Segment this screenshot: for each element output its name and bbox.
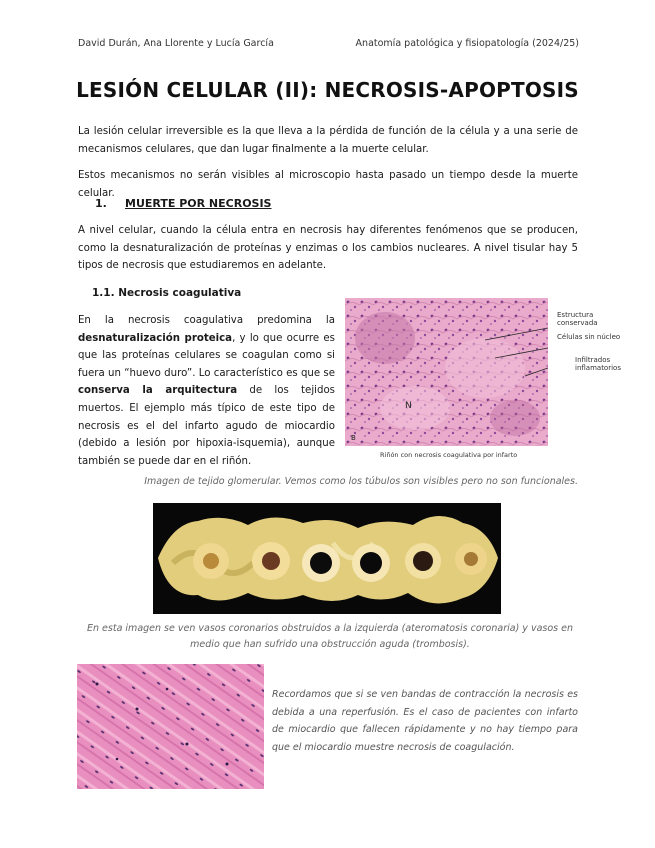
figure-1-small-caption: Riñón con necrosis coagulativa por infarto [380,451,518,459]
histology-marker-b: B [351,434,356,442]
histology-marker-n: N [405,401,412,411]
figure-2-caption: En esta imagen se ven vasos coronarios obstruidos a la izquierda (ateromatosis coronaria) y vasos en medio que han sufrido una obstrucción aguda (trombosis). [87,623,573,650]
section-1-body: A nivel celular, cuando la célula entra en necrosis hay diferentes fenómenos que se producen, como la desnaturalización de proteínas y enzimas o los cambios nucleares. A nivel tisular hay 5 tipos de necrosis que estudiaremos en adelante. [78,225,578,271]
body-text-1: En la necrosis coagulativa predomina la [78,315,335,326]
body-text-2: , y lo que ocurre es que las proteínas celulares se coagulan como si fuera un “huevo duro”. Lo característico es que se [78,332,335,379]
body-bold-2: conserva la arquitectura [78,385,238,397]
figure-3-note: Recordamos que si se ven bandas de contracción la necrosis es debida a una reperfusión. Es el caso de pacientes con infarto de miocardio que fallecen rápidamente y no hay tiempo para que el miocardio muestre necrosis de coagulación. [272,689,578,753]
coronary-vessels-image [153,503,501,614]
label-structure: Estructura conservada [557,311,598,327]
body-text-3: de los tejidos muertos. El ejemplo más típico de este tipo de necrosis es el del infarto agudo de miocardio (debido a lesión por hipoxia-isquemia), aunque también se puede dar en el riñón. [78,385,335,467]
section-1-title: MUERTE POR NECROSIS [125,197,272,210]
body-bold-1: desnaturalización proteica [78,332,233,344]
myocardium-histology-image [77,664,264,789]
section-1-number: 1. [95,197,107,210]
kidney-histology-image [345,298,548,446]
intro-paragraph-2: Estos mecanismos no serán visibles al microscopio hasta pasado un tiempo desde la muerte celular. [78,170,578,199]
figure-1-caption: Imagen de tejido glomerular. Vemos como los túbulos son visibles pero no son funcionales. [144,476,578,487]
label-cells: Células sin núcleo [557,333,621,341]
subsection-heading: 1.1. Necrosis coagulativa [92,287,242,299]
header-course: Anatomía patológica y fisiopatología (2024/25) [355,38,579,49]
label-infiltrates: Infiltrados inflamatorios [575,356,621,372]
section-1-heading [95,197,271,210]
page-title: LESIÓN CELULAR (II): NECROSIS-APOPTOSIS [76,78,579,102]
intro-paragraph-1: La lesión celular irreversible es la que lleva a la pérdida de función de la célula y a una serie de mecanismos celulares, que dan lugar finalmente a la muerte celular. [78,126,578,155]
subsection-body [78,312,335,470]
header-authors: David Durán, Ana Llorente y Lucía García [78,38,274,49]
